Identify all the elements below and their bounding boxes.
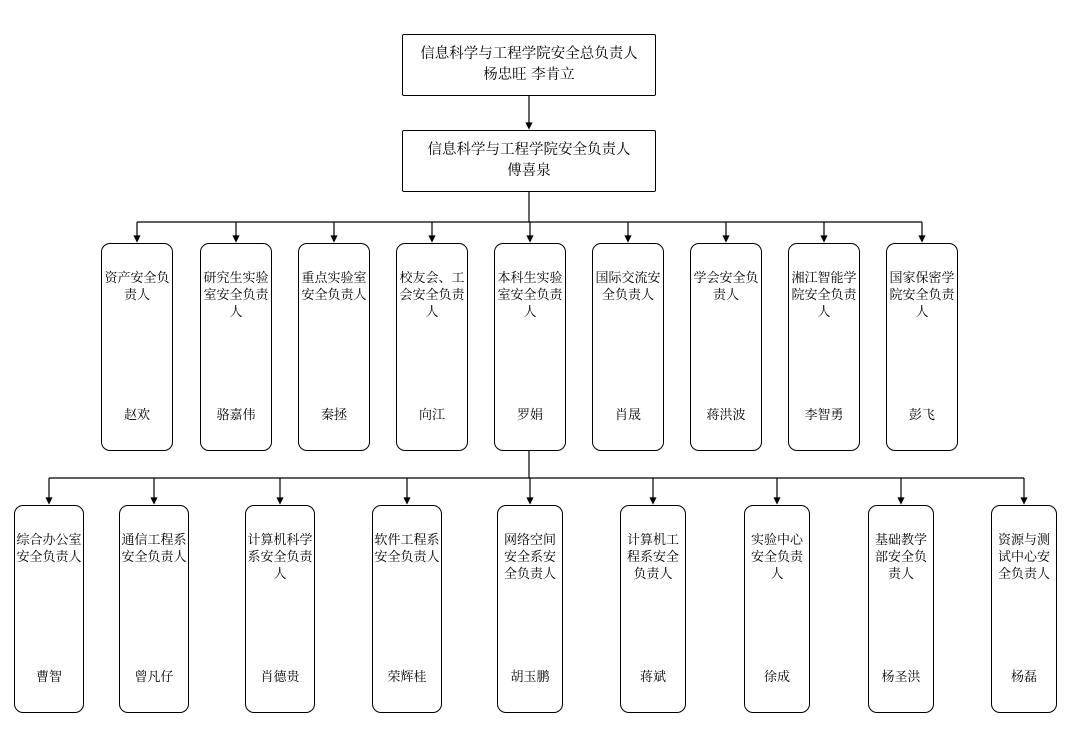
node-unit[interactable] [101,243,173,451]
node-department[interactable] [744,505,810,713]
node-unit[interactable] [396,243,468,451]
node-title: 本科生实验室安全负责人 [497,271,563,321]
node-person: 杨忠旺 李肯立 [483,67,575,83]
node-title: 网络空间安全系安全负责人 [503,533,556,583]
node-person: 蒋洪波 [706,407,746,423]
node-title: 资源与测试中心安全负责人 [997,533,1050,583]
node-title: 资产安全负责人 [104,271,170,304]
node-unit[interactable] [298,243,370,451]
node-person: 肖晟 [614,407,641,423]
node-unit[interactable] [886,243,958,451]
node-department[interactable] [868,505,934,713]
node-person: 胡玉鹏 [510,669,550,685]
node-title: 国家保密学院安全负责人 [889,271,955,321]
node-title: 信息科学与工程学院安全总负责人 [420,45,638,62]
node-unit[interactable] [788,243,860,451]
node-person: 向江 [418,407,445,423]
node-title: 基础教学部安全负责人 [874,533,927,583]
node-unit[interactable] [494,243,566,451]
node-department[interactable] [991,505,1057,713]
node-title: 综合办公室安全负责人 [16,533,82,566]
node-person: 杨磊 [1010,669,1037,685]
node-person: 杨圣洪 [881,669,921,685]
node-person: 李智勇 [804,407,844,423]
node-title: 实验中心安全负责人 [750,533,803,583]
node-title: 计算机科学系安全负责人 [247,533,313,583]
node-person: 彭飞 [908,407,935,423]
node-person: 蒋斌 [639,669,666,685]
node-head[interactable] [402,130,656,192]
node-unit[interactable] [592,243,664,451]
node-person: 罗娟 [516,407,543,423]
node-person: 傅喜泉 [507,163,551,179]
node-person: 骆嘉伟 [216,407,256,423]
node-person: 赵欢 [123,407,150,423]
node-person: 秦拯 [320,407,347,423]
node-title: 国际交流安全负责人 [595,271,661,304]
node-person: 徐成 [763,669,790,685]
node-department[interactable] [245,505,315,713]
node-title: 信息科学与工程学院安全负责人 [427,141,631,158]
node-department[interactable] [14,505,84,713]
node-title: 通信工程系安全负责人 [121,533,187,566]
node-title: 校友会、工会安全负责人 [399,271,465,321]
node-person: 肖德贵 [260,669,300,685]
node-department[interactable] [497,505,563,713]
node-person: 曾凡仔 [134,669,174,685]
node-chief[interactable] [402,34,656,96]
node-person: 曹智 [35,669,62,685]
node-title: 研究生实验室安全负责人 [203,271,269,321]
node-title: 软件工程系安全负责人 [374,533,440,566]
node-person: 荣辉桂 [387,669,427,685]
node-title: 学会安全负责人 [693,271,759,304]
node-unit[interactable] [200,243,272,451]
node-title: 计算机工程系安全负责人 [626,533,679,583]
node-title: 重点实验室安全负责人 [301,271,367,304]
node-unit[interactable] [690,243,762,451]
node-department[interactable] [119,505,189,713]
node-department[interactable] [620,505,686,713]
node-title: 湘江智能学院安全负责人 [791,271,857,321]
node-department[interactable] [372,505,442,713]
